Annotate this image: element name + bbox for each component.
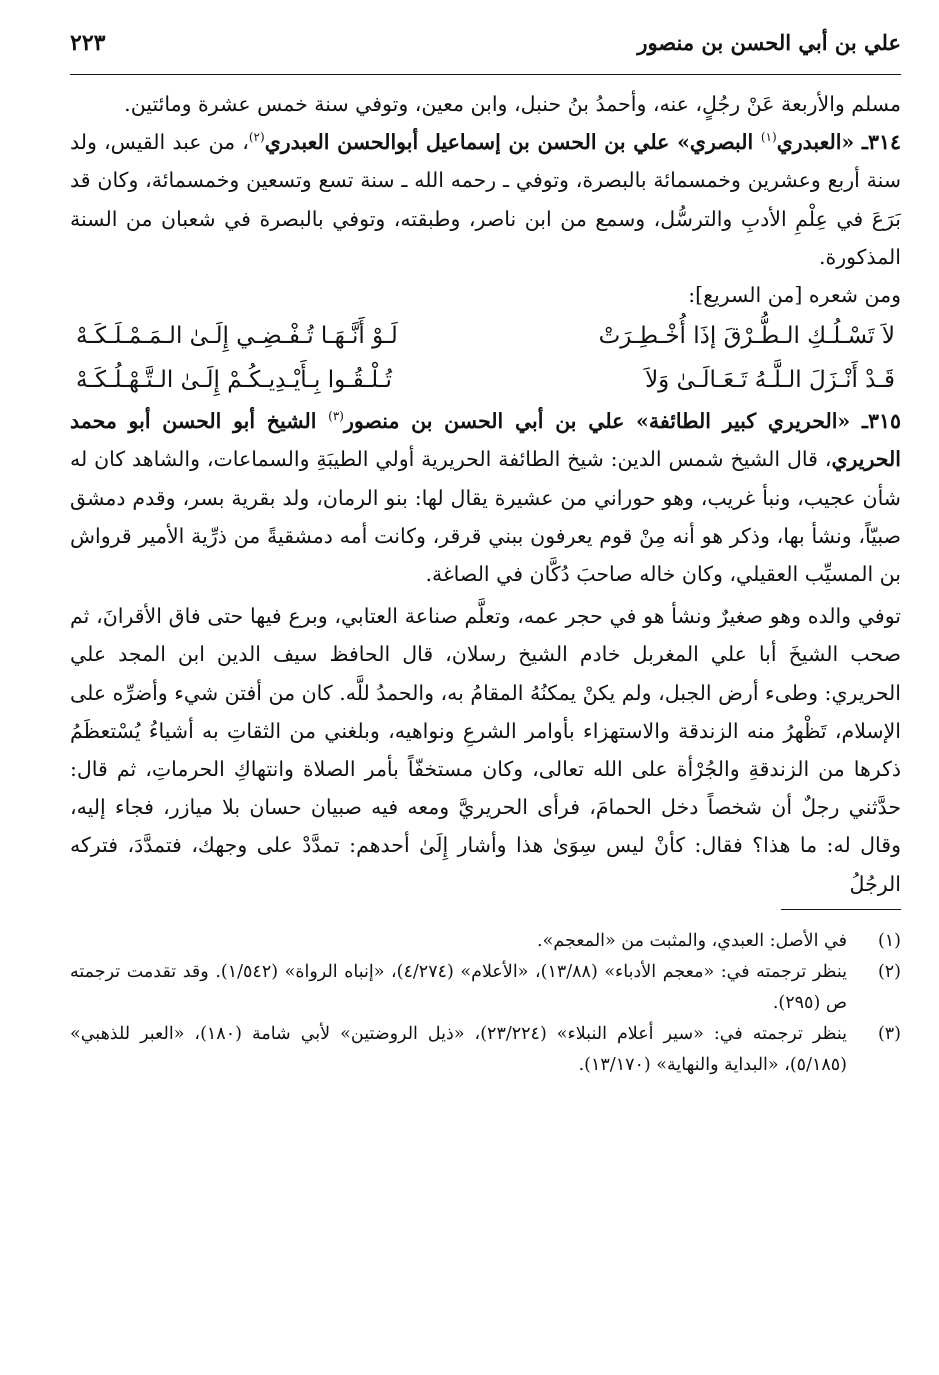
verse-line-1 xyxy=(70,314,901,358)
verse-1-first-hemistich: لاَ تَسْـلُـكِ الـطُّـرْقَ إذَا أُخْـطِـرَتْ xyxy=(598,323,895,350)
footnote-2 xyxy=(70,957,901,1019)
footnote-ref-2[interactable]: (٢) xyxy=(248,130,265,145)
entry-315-heading-b: الشيخ أبو الحسن أبو محمد الحريري xyxy=(70,409,901,472)
footnote-1-text: في الأصل: العبدي، والمثبت من «المعجم». xyxy=(537,930,847,951)
footnotes xyxy=(70,926,901,1081)
footnote-3 xyxy=(70,1019,901,1081)
footnote-1-number: (١) xyxy=(877,930,901,951)
running-header xyxy=(70,30,901,75)
verse-2-first-hemistich: قَـدْ أَنْـزَلَ الـلَّـهُ تَـعَـالَـىٰ وَلاَ xyxy=(645,367,895,394)
entry-314-heading-b: البصري» علي بن الحسن بن إسماعيل أبوالحسن العبدري xyxy=(264,130,761,155)
page-number: ٢٢٣ xyxy=(70,30,106,56)
verse-1-second-hemistich: لَـوْ أَنَّـهَـا تُـفْـضِـي إِلَـىٰ الـمَـمْـلَـكَـهْ xyxy=(76,323,398,350)
entry-315-number: ٣١٥ xyxy=(867,409,901,434)
verse-intro: ومن شعره [من السريع]: xyxy=(688,283,901,308)
entry-315 xyxy=(70,402,901,593)
footnote-3-text: ينظر ترجمته في: «سير أعلام النبلاء» (٢٣/٢٢٤)، «ذيل الروضتين» لأبي شامة (١٨٠)، «العبر للذهبي» (٥/١٨٥)، «البداية والنهاية» (١٣/١٧٠). xyxy=(70,1023,848,1075)
book-page xyxy=(70,30,901,1375)
footnote-3-number: (٣) xyxy=(877,1023,901,1044)
footnote-1 xyxy=(70,926,901,957)
footnote-separator xyxy=(781,909,901,910)
continuation-paragraph: مسلم والأربعة عَنْ رجُلٍ، عنه، وأحمدُ بنُ حنبل، وابن معين، وتوفي سنة خمس عشرة ومائتين. xyxy=(124,92,901,116)
paragraph-2: توفي والده وهو صغيرٌ ونشأ هو في حجر عمه، وتعلَّم صناعة العتابي، وبرع فيها حتى فاق الأقرانَ، ثم صحب الشيخَ أبا علي المغربل خادم الشيخ رسلان، قال الحافظ سيف الدين ابن المجد علي الحريري: وطىء أرض الجبل، ولم يكنْ يمكنُهُ المقامُ به، والحمدُ للَّه. كان من أفتن شيء وأضرِّه على الإسلام، تَظْهرُ منه الزندقة والاستهزاء بأوامر الشرعِ ونواهيه، وبلغني من الثقاتِ به أشياءُ يُسْتعظَمُ ذكرها من الزندقةِ والجُرْأة على الله تعالى، وكان مستخفّاً بأمر الصلاة وانتهاكِ الحرماتِ، ثم قال: حدَّثني رجلٌ أن شخصاً دخل الحمامَ، فرأى الحريريَّ ومعه فيه صبيان حسان بلا ميازر، فجاء إليه، وقال له: ما هذا؟ فقال: كأنْ ليس سِوَىٰ هذا وأشار إِلَىٰ أحدهم: تمدَّدْ على وجهك، فتمدَّدَ، فتركه الرجُلُ xyxy=(70,604,901,896)
entry-314 xyxy=(70,123,901,276)
entry-315-heading-a: ـ «الحريري كبير الطائفة» علي بن أبي الحسن بن منصور xyxy=(343,409,868,434)
verse-line-2 xyxy=(70,358,901,402)
header-title: علي بن أبي الحسن بن منصور xyxy=(637,30,901,55)
main-text xyxy=(70,85,901,903)
entry-315-text: ، قال الشيخ شمس الدين: شيخ الطائفة الحريرية أولي الطيبَةِ والسماعات، والشاهد كان له شأن عجيب، ونبأ غريب، وهو حوراني من عشيرة يقال لها: بنو الرمان، ولد بقرية بسر، وقدم دمشق صبيّاً، ونشأ بها، وذكر هو أنه مِنْ قوم يعرفون ببني قرقر، وكانت أمه دمشقيةً من ذرِّية الأمير قرواش بن المسيِّب العقيلي، وكان خاله صاحبَ دُكَّان في الصاغة. xyxy=(70,447,901,587)
entry-314-heading-a: ـ «العبدري xyxy=(776,130,868,155)
entry-314-text: ، من عبد القيس، ولد سنة أربع وعشرين وخمسمائة بالبصرة، وتوفي ـ رحمه الله ـ سنة تسع وتسعين وخمسمائة، وكان قد بَرَعَ في عِلْمِ الأدبِ والترسُّل، وسمع من ابن ناصر، وطبقته، وتوفي بالبصرة في شعبان من السنة المذكورة. xyxy=(70,130,901,269)
entry-314-number: ٣١٤ xyxy=(867,130,901,155)
verse-2-second-hemistich: تُـلْـقُـوا بِـأَيْـدِيـكُـمْ إِلَـىٰ الـتَّـهْـلُـكَـهْ xyxy=(76,367,392,394)
footnote-ref-1[interactable]: (١) xyxy=(760,130,777,145)
footnote-2-number: (٢) xyxy=(877,961,901,982)
footnote-2-text: ينظر ترجمته في: «معجم الأدباء» (١٣/٨٨)، «الأعلام» (٤/٢٧٤)، «إنباه الرواة» (١/٥٤٢). وقد تقدمت ترجمته ص (٢٩٥). xyxy=(70,961,848,1013)
footnote-ref-3[interactable]: (٣) xyxy=(328,409,344,424)
